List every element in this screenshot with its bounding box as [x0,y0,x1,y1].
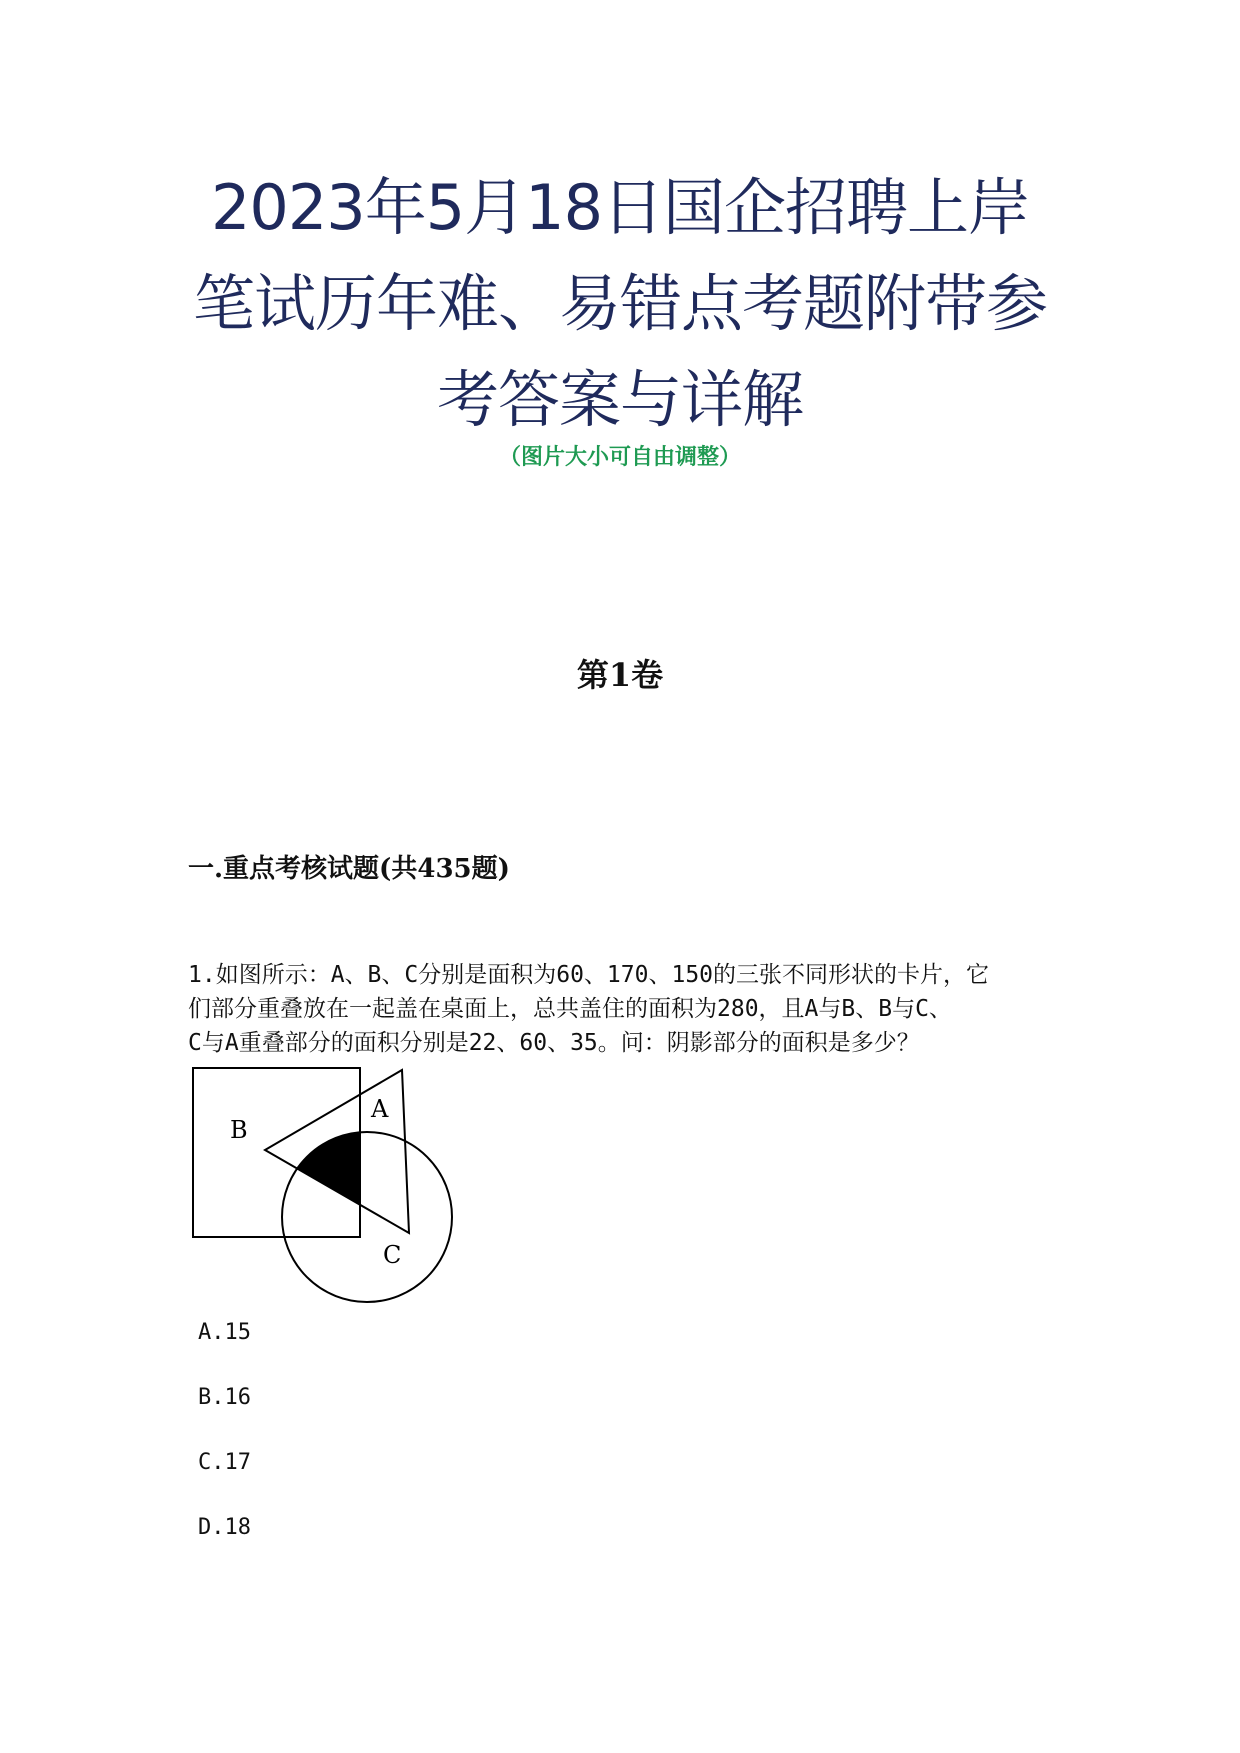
question-1-line-3: C与A重叠部分的面积分别是22、60、35。问：阴影部分的面积是多少？ [188,1030,920,1056]
image-resize-note: （图片大小可自由调整） [498,445,741,470]
label-a: A [371,1095,389,1123]
volume-label: 第1卷 [576,656,664,694]
circle-card-c [282,1132,452,1302]
document-title [150,160,1090,448]
option-b[interactable]: B.16 [198,1385,251,1410]
title-line-3: 考答案与详解 [436,363,803,436]
option-c[interactable]: C.17 [198,1450,251,1475]
venn-figure [190,1065,480,1315]
question-1-options [198,1318,251,1578]
section-heading: 一.重点考核试题(共435题) [188,854,510,884]
question-1-line-2: 们部分重叠放在一起盖在桌面上，总共盖住的面积为280，且A与B、B与C、 [188,996,952,1022]
label-b: B [230,1116,248,1144]
title-line-2: 笔试历年难、易错点考题附带参 [192,267,1047,340]
title-line-1: 2023年5月18日国企招聘上岸 [210,171,1030,244]
question-1-line-1: 1.如图所示：A、B、C分别是面积为60、170、150的三张不同形状的卡片，它 [188,962,990,988]
option-a[interactable]: A.15 [198,1320,251,1345]
label-c: C [383,1241,402,1269]
option-d[interactable]: D.18 [198,1515,251,1540]
question-1-stem [188,958,1058,1060]
